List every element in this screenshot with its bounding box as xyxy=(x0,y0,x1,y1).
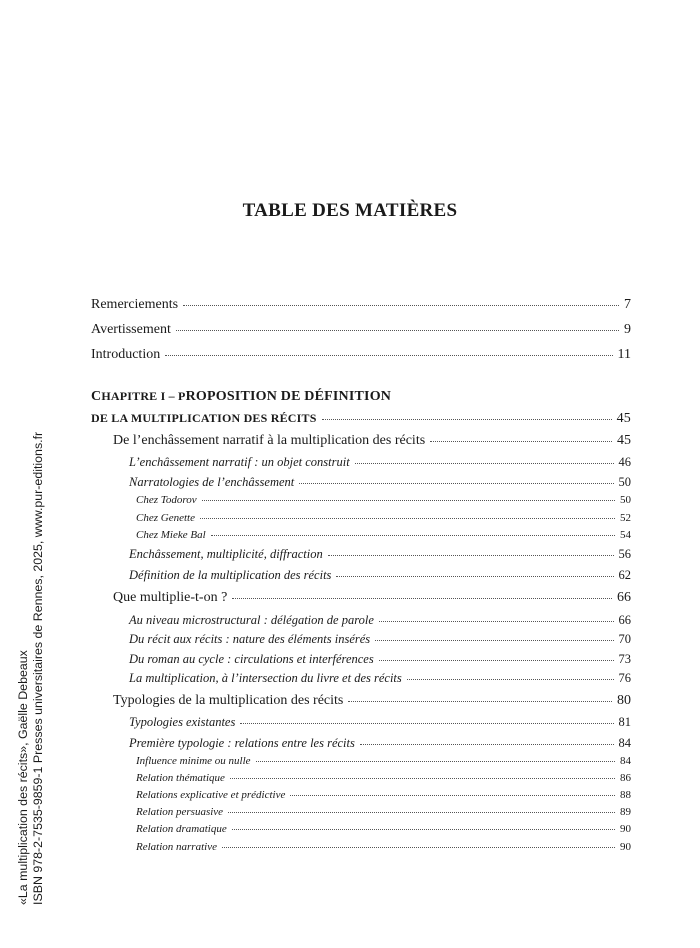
dot-leader xyxy=(232,598,612,599)
dot-leader xyxy=(379,621,614,622)
toc-entry-page: 90 xyxy=(620,823,631,835)
toc-entry-page: 11 xyxy=(617,347,631,362)
toc-entry-page: 84 xyxy=(618,736,631,750)
toc-subsection[interactable] xyxy=(129,715,631,730)
toc-entry-page: 50 xyxy=(620,494,631,506)
toc-entry-introduction[interactable] xyxy=(91,347,631,363)
toc-entry-label: Typologies existantes xyxy=(129,715,236,729)
toc-entry-label: Du roman au cycle : circulations et interférences xyxy=(129,652,374,666)
toc-entry-chapter-1[interactable] xyxy=(91,411,631,427)
chapter-heading xyxy=(91,389,391,405)
toc-entry-page: 54 xyxy=(620,529,631,541)
toc-entry-page: 7 xyxy=(624,297,631,312)
dot-leader xyxy=(407,679,614,680)
toc-subsubsection[interactable] xyxy=(136,494,631,506)
dot-leader xyxy=(355,463,614,464)
toc-entry-label: Influence minime ou nulle xyxy=(136,755,251,767)
toc-entry-page: 45 xyxy=(617,433,631,448)
toc-subsubsection[interactable] xyxy=(136,529,631,541)
toc-entry-page: 76 xyxy=(618,671,631,685)
toc-entry-label: L’enchâssement narratif : un objet construit xyxy=(129,455,350,469)
copyright-sidebar xyxy=(16,432,46,905)
copyright-line-1: «La multiplication des récits», Gaëlle Debeaux xyxy=(16,650,30,905)
chapter-heading-cap: C xyxy=(91,389,102,404)
toc-subsubsection[interactable] xyxy=(136,772,631,784)
dot-leader xyxy=(430,441,612,442)
dot-leader xyxy=(375,640,613,641)
toc-entry-page: 62 xyxy=(618,568,631,582)
toc-entry-page: 50 xyxy=(618,475,631,489)
dot-leader xyxy=(202,500,615,501)
toc-section[interactable] xyxy=(113,693,631,709)
dot-leader xyxy=(232,829,615,830)
toc-entry-label: De l’enchâssement narratif à la multiplication des récits xyxy=(113,433,426,448)
toc-entry-label: Définition de la multiplication des récits xyxy=(129,568,332,582)
dot-leader xyxy=(176,330,619,331)
toc-entry-label: Narratologies de l’enchâssement xyxy=(129,475,295,489)
dot-leader xyxy=(299,483,613,484)
toc-entry-page: 90 xyxy=(620,841,631,853)
dot-leader xyxy=(256,761,615,762)
toc-subsection[interactable] xyxy=(129,671,631,686)
toc-entry-label: Chez Mieke Bal xyxy=(136,529,206,541)
dot-leader xyxy=(211,535,615,536)
dot-leader xyxy=(222,847,615,848)
toc-entry-label: Première typologie : relations entre les récits xyxy=(129,736,355,750)
toc-subsubsection[interactable] xyxy=(136,806,631,818)
dot-leader xyxy=(290,795,615,796)
toc-subsection[interactable] xyxy=(129,613,631,628)
toc-section[interactable] xyxy=(113,433,631,449)
dot-leader xyxy=(228,812,615,813)
dot-leader xyxy=(200,518,615,519)
toc-entry-label: Du récit aux récits : nature des éléments insérés xyxy=(129,632,371,646)
toc-entry-label: Remerciements xyxy=(91,297,179,312)
toc-entry-label: Relation persuasive xyxy=(136,806,224,818)
toc-entry-label: Relations explicative et prédictive xyxy=(136,789,286,801)
toc-entry-label: Typologies de la multiplication des récits xyxy=(113,693,344,708)
dot-leader xyxy=(240,723,613,724)
dot-leader xyxy=(379,660,614,661)
toc-entry-page: 73 xyxy=(618,652,631,666)
toc-entry-page: 66 xyxy=(617,590,631,605)
dot-leader xyxy=(322,419,612,420)
toc-entry-page: 46 xyxy=(618,455,631,469)
toc-subsubsection[interactable] xyxy=(136,841,631,853)
toc-entry-page: 66 xyxy=(618,613,631,627)
toc-subsection[interactable] xyxy=(129,568,631,583)
toc-subsubsection[interactable] xyxy=(136,823,631,835)
toc-section[interactable] xyxy=(113,590,631,606)
page-title: TABLE DES MATIÈRES xyxy=(242,200,458,221)
toc-entry-page: 56 xyxy=(618,547,631,561)
toc-entry-page: 86 xyxy=(620,772,631,784)
toc-entry-remerciements[interactable] xyxy=(91,297,631,313)
toc-entry-page: 84 xyxy=(620,755,631,767)
toc-subsection[interactable] xyxy=(129,455,631,470)
toc-entry-label: La multiplication, à l’intersection du livre et des récits xyxy=(129,671,402,685)
toc-subsection[interactable] xyxy=(129,632,631,647)
toc-entry-page: 88 xyxy=(620,789,631,801)
toc-subsubsection[interactable] xyxy=(136,755,631,767)
toc-entry-label: Enchâssement, multiplicité, diffraction xyxy=(129,547,323,561)
toc-entry-page: 81 xyxy=(618,715,631,729)
toc-entry-label: Avertissement xyxy=(91,322,171,337)
dot-leader xyxy=(348,701,612,702)
toc-entry-label: Au niveau microstructural : délégation de parole xyxy=(129,613,374,627)
toc-subsection[interactable] xyxy=(129,475,631,490)
toc-entry-avertissement[interactable] xyxy=(91,322,631,338)
toc-entry-page: 80 xyxy=(617,693,631,708)
toc-subsection[interactable] xyxy=(129,652,631,667)
toc-subsection[interactable] xyxy=(129,547,631,562)
toc-entry-label: Chez Todorov xyxy=(136,494,197,506)
toc-entry-page: 52 xyxy=(620,512,631,524)
toc-subsubsection[interactable] xyxy=(136,789,631,801)
toc-entry-page: 70 xyxy=(618,632,631,646)
toc-entry-label: Chez Genette xyxy=(136,512,195,524)
toc-subsubsection[interactable] xyxy=(136,512,631,524)
copyright-line-2: ISBN 978-2-7535-9859-1 Presses universitaires de Rennes, 2025, www.pur-editions.fr xyxy=(31,431,45,905)
toc-entry-label: DE LA MULTIPLICATION DES RÉCITS xyxy=(91,411,317,425)
dot-leader xyxy=(183,305,619,306)
dot-leader xyxy=(230,778,615,779)
toc-entry-label: Relation narrative xyxy=(136,841,217,853)
toc-entry-label: Introduction xyxy=(91,347,161,362)
toc-entry-page: 45 xyxy=(616,411,631,426)
toc-entry-label: Relation thématique xyxy=(136,772,225,784)
dot-leader xyxy=(165,355,612,356)
toc-entry-label: Relation dramatique xyxy=(136,823,227,835)
toc-entry-label: Que multiplie-t-on ? xyxy=(113,590,228,605)
chapter-heading-text-2: ROPOSITION DE DÉFINITION xyxy=(185,389,392,404)
dot-leader xyxy=(336,576,613,577)
dot-leader xyxy=(360,744,614,745)
toc-subsection[interactable] xyxy=(129,736,631,751)
toc-entry-page: 9 xyxy=(624,322,631,337)
dot-leader xyxy=(328,555,614,556)
chapter-heading-text: HAPITRE I – P xyxy=(101,389,186,403)
toc-entry-page: 89 xyxy=(620,806,631,818)
